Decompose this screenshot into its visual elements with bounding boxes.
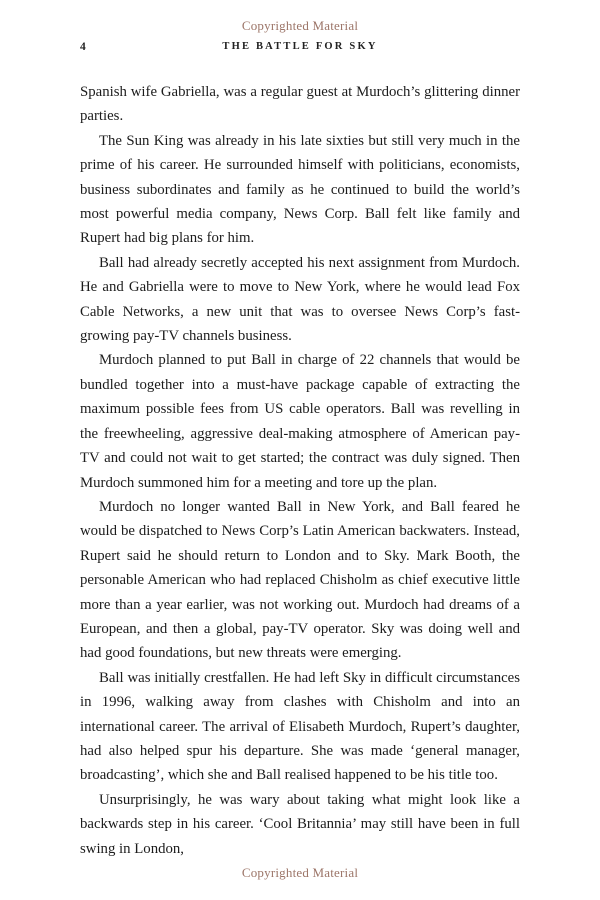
paragraph: Unsurprisingly, he was wary about taking what might look like a backwards step in his career. ‘Cool Britannia’ may still have been in full swing in London, [80, 791, 520, 857]
paragraph: Spanish wife Gabriella, was a regular guest at Murdoch’s glittering dinner parties. [80, 84, 520, 125]
page-header [80, 41, 520, 57]
body-text [80, 80, 520, 861]
paragraph: Murdoch planned to put Ball in charge of 22 channels that would be bundled together into a must-have package capable of extracting the maximum possible fees from US cable operators. Ball was revelling in the freewheeling, aggressive deal-making atmosphere of American pay-TV and could not wait to get started; the contract was duly signed. Then Murdoch summoned him for a meeting and tore up the plan. [80, 352, 520, 491]
copyright-notice-bottom: Copyrighted Material [241, 865, 359, 880]
running-header-title: THE BATTLE FOR SKY [222, 41, 378, 52]
paragraph: Ball had already secretly accepted his next assignment from Murdoch. He and Gabriella were to move to New York, where he would lead Fox Cable Networks, a new unit that was to oversee News Corp’s fast-growing pay-TV channels business. [80, 254, 520, 345]
paragraph: Ball was initially crestfallen. He had left Sky in difficult circumstances in 1996, walking away from clashes with Chisholm and into an international career. The arrival of Elisabeth Murdoch, Rupert’s daughter, had also helped spur his departure. She was made ‘general manager, broadcasting’, which she and Ball realised happened to be his title too. [80, 669, 520, 784]
paragraph: The Sun King was already in his late sixties but still very much in the prime of his career. He surrounded himself with politicians, economists, business subordinates and family as he continued to build the world’s most powerful media company, News Corp. Ball felt like family and Rupert had big plans for him. [80, 132, 520, 247]
paragraph: Murdoch no longer wanted Ball in New York, and Ball feared he would be dispatched to News Corp’s Latin American backwaters. Instead, Rupert said he should return to London and to Sky. Mark Booth, the personable American who had replaced Chisholm as chief executive little more than a year earlier, was not working out. Murdoch had dreams of a European, and then a global, pay-TV operator. Sky was doing well and had good foundations, but new threats were emerging. [80, 498, 520, 662]
copyright-notice-top: Copyrighted Material [241, 18, 359, 33]
page-number: 4 [80, 41, 86, 53]
